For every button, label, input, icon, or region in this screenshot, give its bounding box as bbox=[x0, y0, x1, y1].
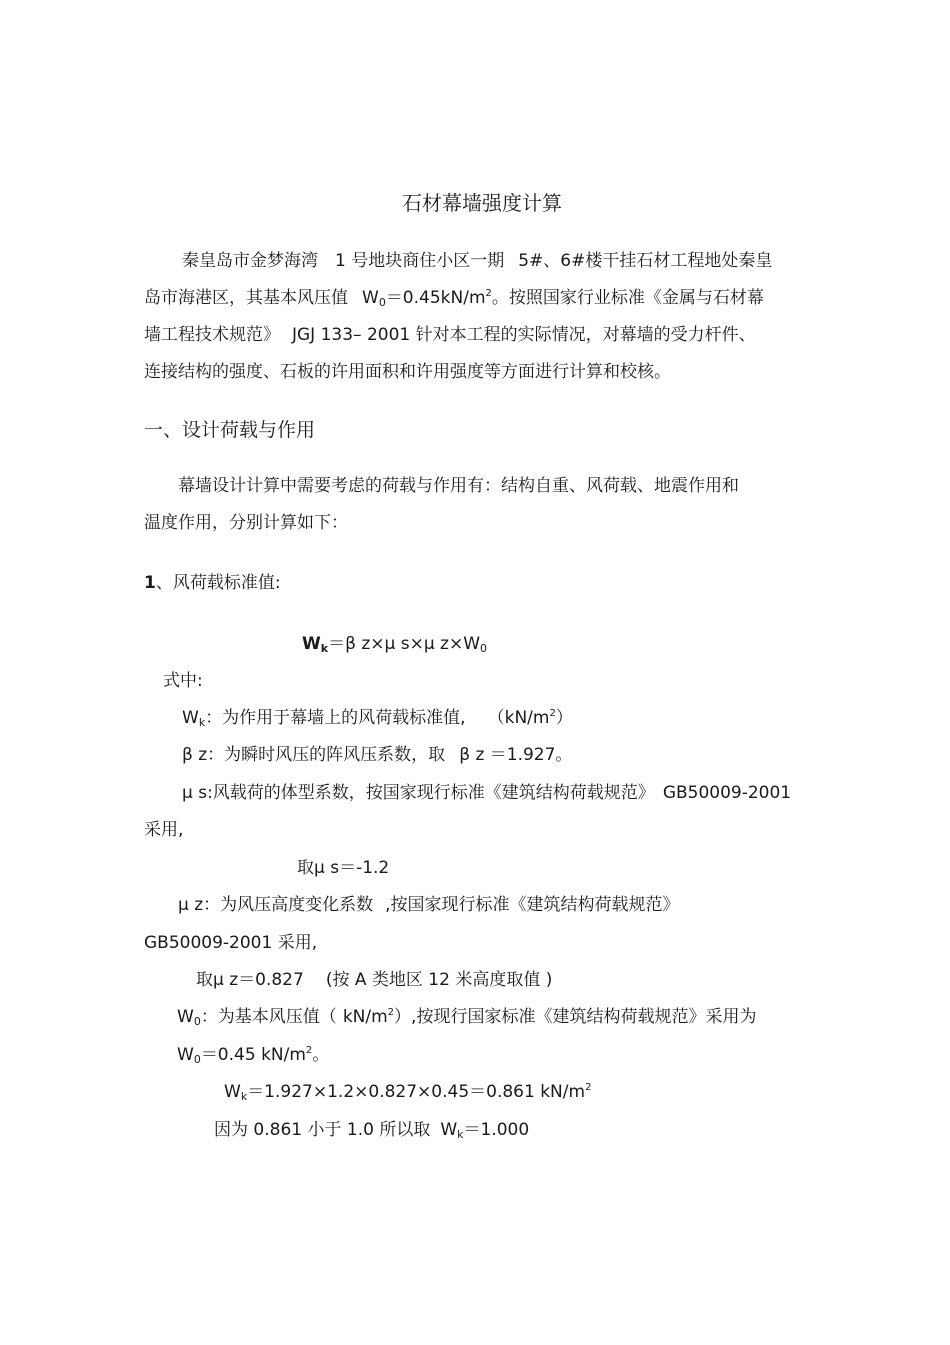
subheading-wind-load: 1、风荷载标准值: bbox=[144, 573, 281, 593]
def-wk: $W_k$：为作用于幕墙上的风荷载标准值, $(kN/m^2)$ bbox=[182, 708, 573, 729]
calc-wk: $W_k=1.927\times 1.2\times 0.827\times 0.45=0.861$ $kN/m^2$ bbox=[224, 1082, 592, 1103]
section1-para-line-2: 温度作用，分别计算如下： bbox=[144, 513, 348, 533]
conclusion-wk: 因为 0.861 小于 1.0 所以取 $W_k=1.000$ bbox=[214, 1120, 530, 1141]
def-beta-z: β z：为瞬时风压的阵风压系数，取 β z ＝1.927。 bbox=[182, 745, 573, 765]
intro-line-2: 岛市海港区，其基本风压值 $W_0=0.45kN/m^2$。按照国家行业标准《金属与石材幕 bbox=[144, 288, 764, 309]
def-mu-s: μ s:风载荷的体型系数，按国家现行标准《建筑结构荷载规范》 GB50009-2001 bbox=[182, 783, 792, 803]
section-heading-1: 一、设计荷载与作用 bbox=[144, 419, 316, 441]
def-mu-z: μ z：为风压高度变化系数 ,按国家现行标准《建筑结构荷载规范》 bbox=[178, 895, 680, 915]
intro-line-3: 墙工程技术规范》 JGJ 133– 2001 针对本工程的实际情况，对幕墙的受力杆件、 bbox=[144, 325, 756, 345]
where-label: 式中: bbox=[163, 671, 203, 691]
def-mu-z-cont: GB50009-2001 采用, bbox=[144, 933, 318, 953]
def-w0: $W_0$：为基本风压值（ $kN/m^2$）,按现行国家标准《建筑结构荷载规范》采用为 bbox=[177, 1007, 757, 1028]
value-mu-z: 取μ z＝0.827 (按 A 类地区 12 米高度取值 ) bbox=[196, 970, 553, 990]
value-mu-s: 取μ s＝-1.2 bbox=[297, 858, 390, 878]
intro-line-1: 秦皇岛市金梦海湾 1 号地块商住小区一期 5#、6#楼干挂石材工程地处秦皇 bbox=[182, 251, 773, 271]
def-mu-s-cont: 采用, bbox=[144, 820, 184, 840]
intro-line-4: 连接结构的强度、石板的许用面积和许用强度等方面进行计算和校核。 bbox=[144, 362, 671, 382]
section1-para-line-1: 幕墙设计计算中需要考虑的荷载与作用有：结构自重、风荷载、地震作用和 bbox=[178, 476, 739, 496]
page-title: 石材幕墙强度计算 bbox=[402, 191, 562, 215]
formula-wk: $W_k=\beta$ z×μ s×μ $z\times W_0$ bbox=[302, 634, 488, 655]
value-w0: $W_0=0.45$ $kN/m^2$。 bbox=[177, 1045, 330, 1066]
